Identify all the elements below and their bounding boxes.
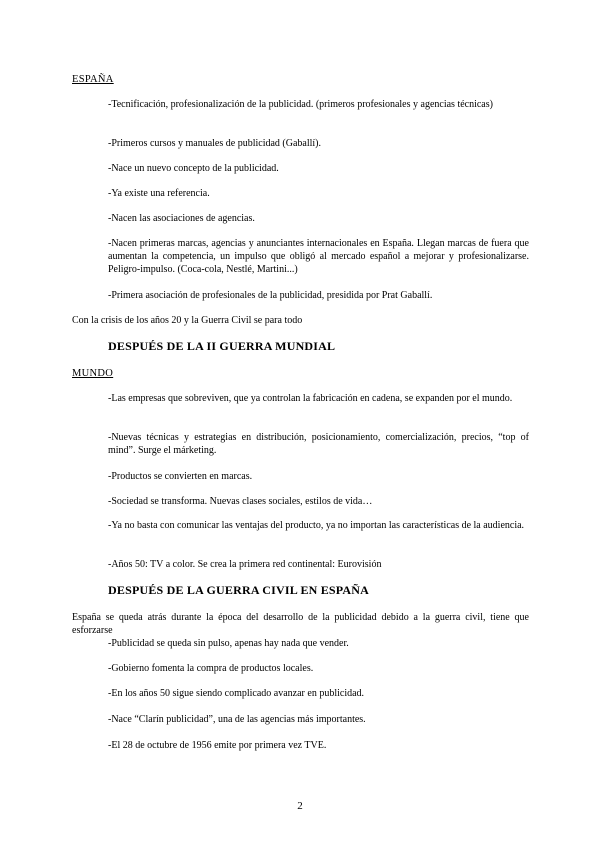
mundo-heading: MUNDO <box>72 368 114 379</box>
mundo-item-2: -Nuevas técnicas y estrategias en distribución, posicionamiento, comercialización, precios, “top of mind”. Surge el márketing. <box>108 432 529 456</box>
mundo-item-3: -Productos se convierten en marcas. <box>108 471 253 482</box>
mundo-item-1: -Las empresas que sobreviven, que ya controlan la fabricación en cadena, se expanden por el mundo. <box>108 393 513 404</box>
espana-item-1: -Tecnificación, profesionalización de la publicidad. (primeros profesionales y agencias técnicas) <box>108 99 493 110</box>
spain-item-4: -Nace “Clarín publicidad”, una de las agencias más importantes. <box>108 714 366 725</box>
espana-item-7: -Primera asociación de profesionales de la publicidad, presidida por Prat Gaballí. <box>108 290 433 301</box>
spain-intro: España se queda atrás durante la época del desarrollo de la publicidad debido a la guerra civil, tiene que esforzarse <box>72 612 529 636</box>
spain-item-3: -En los años 50 sigue siendo complicado avanzar en publicidad. <box>108 688 365 699</box>
mundo-item-4: -Sociedad se transforma. Nuevas clases sociales, estilos de vida… <box>108 496 373 507</box>
espana-item-3: -Nace un nuevo concepto de la publicidad. <box>108 163 279 174</box>
espana-item-4: -Ya existe una referencia. <box>108 188 210 199</box>
espana-item-6: -Nacen primeras marcas, agencias y anunciantes internacionales en España. Llegan marcas de fuera que aumentan la competencia, un impulso que obligó al mercado español a mejorar y profesionalizarse. Peligro-impulso. (Coca-cola, Nestlé, Martini...) <box>108 238 529 275</box>
spain-item-2: -Gobierno fomenta la compra de productos locales. <box>108 663 314 674</box>
mundo-item-5: -Ya no basta con comunicar las ventajas del producto, ya no importan las características de la audiencia. <box>108 520 525 531</box>
crisis-line: Con la crisis de los años 20 y la Guerra Civil se para todo <box>72 315 303 326</box>
spain-item-5: -El 28 de octubre de 1956 emite por primera vez TVE. <box>108 740 327 751</box>
section-title-guerra-civil: DESPUÉS DE LA GUERRA CIVIL EN ESPAÑA <box>108 583 370 597</box>
espana-item-2: -Primeros cursos y manuales de publicidad (Gaballí). <box>108 138 321 149</box>
mundo-item-6: -Años 50: TV a color. Se crea la primera red continental: Eurovisión <box>108 559 382 570</box>
espana-item-5: -Nacen las asociaciones de agencias. <box>108 213 255 224</box>
spain-item-1: -Publicidad se queda sin pulso, apenas hay nada que vender. <box>108 638 349 649</box>
page-number: 2 <box>297 800 303 812</box>
section-title-ii-guerra-mundial: DESPUÉS DE LA II GUERRA MUNDIAL <box>108 339 336 353</box>
espana-heading: ESPAÑA <box>72 74 114 85</box>
